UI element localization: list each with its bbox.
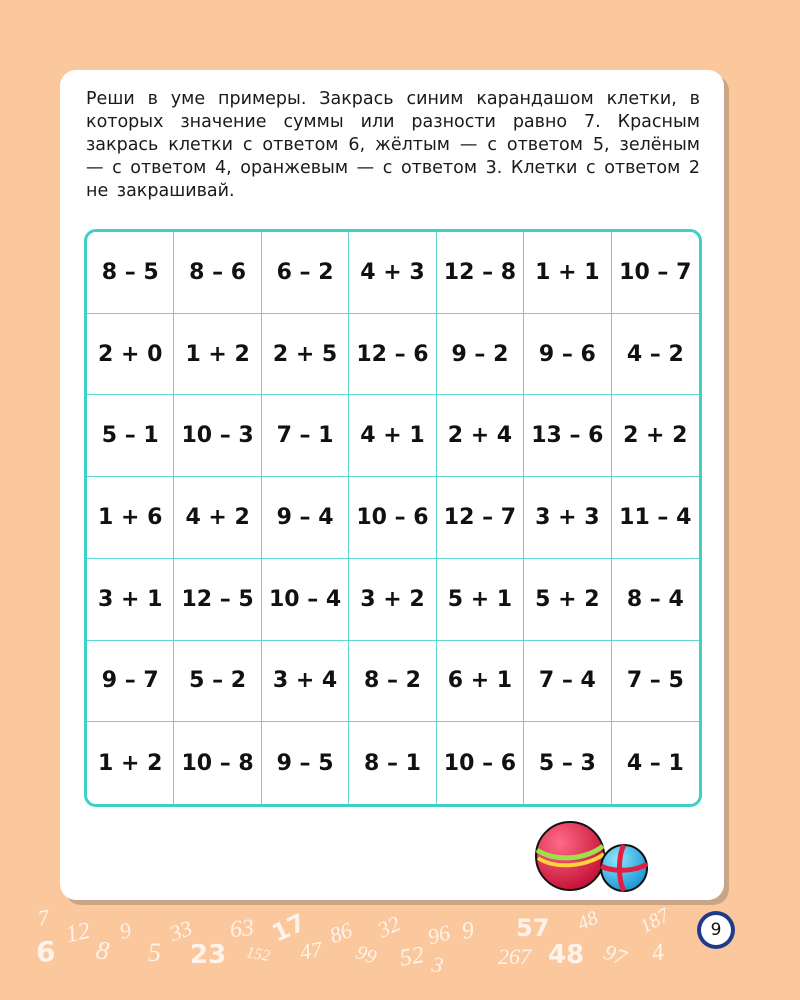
grid-cell[interactable]: 10 – 7 <box>612 232 699 314</box>
page-number: 9 <box>701 915 731 945</box>
decorative-number: 86 <box>326 917 356 949</box>
grid-cell[interactable]: 2 + 4 <box>437 395 524 477</box>
decorative-number: 3 <box>429 951 446 978</box>
grid-cell[interactable]: 9 – 4 <box>262 477 349 559</box>
grid-cell[interactable]: 4 + 3 <box>349 232 436 314</box>
grid-cell[interactable]: 5 – 3 <box>524 722 611 804</box>
grid-cell[interactable]: 8 – 5 <box>87 232 174 314</box>
decorative-number: 267 <box>498 944 531 969</box>
grid-cell[interactable]: 8 – 4 <box>612 559 699 641</box>
decorative-number: 99 <box>353 941 380 969</box>
grid-cell[interactable]: 13 – 6 <box>524 395 611 477</box>
grid-cell[interactable]: 2 + 5 <box>262 314 349 396</box>
grid-cell[interactable]: 3 + 4 <box>262 641 349 723</box>
grid-cell[interactable]: 9 – 6 <box>524 314 611 396</box>
grid-cell[interactable]: 1 + 1 <box>524 232 611 314</box>
decorative-number: 57 <box>516 914 550 942</box>
page-number-badge <box>697 911 735 949</box>
decorative-number: 12 <box>63 917 93 949</box>
grid-cell[interactable]: 5 + 2 <box>524 559 611 641</box>
grid-cell[interactable]: 12 – 6 <box>349 314 436 396</box>
math-grid <box>84 229 702 807</box>
decorative-number: 6 <box>36 935 56 968</box>
grid-cell[interactable]: 9 – 2 <box>437 314 524 396</box>
grid-cell[interactable]: 12 – 5 <box>174 559 261 641</box>
decorative-number: 96 <box>425 919 453 950</box>
grid-cell[interactable]: 2 + 0 <box>87 314 174 396</box>
grid-cell[interactable]: 5 – 1 <box>87 395 174 477</box>
decorative-number: 48 <box>574 906 602 936</box>
decorative-number: 97 <box>600 939 630 971</box>
grid-cell[interactable]: 7 – 5 <box>612 641 699 723</box>
grid-cell[interactable]: 8 – 6 <box>174 232 261 314</box>
decorative-number: 17 <box>267 908 310 948</box>
decorative-number: 63 <box>228 914 256 944</box>
grid-cell[interactable]: 4 – 2 <box>612 314 699 396</box>
grid-cell[interactable]: 1 + 6 <box>87 477 174 559</box>
grid-cell[interactable]: 7 – 1 <box>262 395 349 477</box>
grid-cell[interactable]: 8 – 2 <box>349 641 436 723</box>
decorative-number: 32 <box>373 910 405 943</box>
grid-cell[interactable]: 11 – 4 <box>612 477 699 559</box>
grid-cell[interactable]: 9 – 7 <box>87 641 174 723</box>
grid-cell[interactable]: 4 + 1 <box>349 395 436 477</box>
grid-cell[interactable]: 10 – 6 <box>349 477 436 559</box>
task-instructions: Реши в уме примеры. Закрась синим карандашом клетки, в которых значение суммы или разности равно 7. Красным закрась клетки с ответом 6, жёлтым — с ответом 5, зелёным — с ответом 4, оранжевым — с ответом 3. Клетки с ответом 2 не закрашивай. <box>86 89 700 201</box>
balls-illustration <box>534 820 652 892</box>
grid-cell[interactable]: 9 – 5 <box>262 722 349 804</box>
grid-cell[interactable]: 2 + 2 <box>612 395 699 477</box>
grid-cell[interactable]: 6 + 1 <box>437 641 524 723</box>
decorative-number: 52 <box>397 942 426 972</box>
decorative-number: 33 <box>166 915 196 947</box>
grid-cell[interactable]: 12 – 7 <box>437 477 524 559</box>
grid-cell[interactable]: 8 – 1 <box>349 722 436 804</box>
decorative-number: 4 <box>649 939 667 967</box>
grid-cell[interactable]: 10 – 6 <box>437 722 524 804</box>
decorative-number: 5 <box>148 938 161 967</box>
grid-cell[interactable]: 10 – 4 <box>262 559 349 641</box>
grid-cell[interactable]: 3 + 3 <box>524 477 611 559</box>
grid-cell[interactable]: 5 – 2 <box>174 641 261 723</box>
decorative-number: 47 <box>297 936 324 965</box>
grid-cell[interactable]: 7 – 4 <box>524 641 611 723</box>
grid-cell[interactable]: 1 + 2 <box>87 722 174 804</box>
decorative-number: 8 <box>94 935 112 966</box>
grid-cell[interactable]: 1 + 2 <box>174 314 261 396</box>
decorative-number: 7 <box>35 904 52 931</box>
grid-cell[interactable]: 3 + 1 <box>87 559 174 641</box>
decorative-number: 9 <box>459 917 477 945</box>
decorative-number: 23 <box>190 940 227 970</box>
grid-cell[interactable]: 12 – 8 <box>437 232 524 314</box>
grid-cell[interactable]: 10 – 3 <box>174 395 261 477</box>
grid-cell[interactable]: 3 + 2 <box>349 559 436 641</box>
grid-cell[interactable]: 4 – 1 <box>626 750 684 776</box>
decorative-number: 48 <box>548 940 585 970</box>
grid-cell[interactable]: 4 + 2 <box>174 477 261 559</box>
grid-cell[interactable]: 10 – 8 <box>174 722 261 804</box>
grid-cell[interactable]: 6 – 2 <box>262 232 349 314</box>
decorative-number: 9 <box>116 917 134 945</box>
decorative-number: 187 <box>636 904 674 939</box>
grid-cell[interactable]: 5 + 1 <box>437 559 524 641</box>
decorative-number: 152 <box>244 944 272 965</box>
